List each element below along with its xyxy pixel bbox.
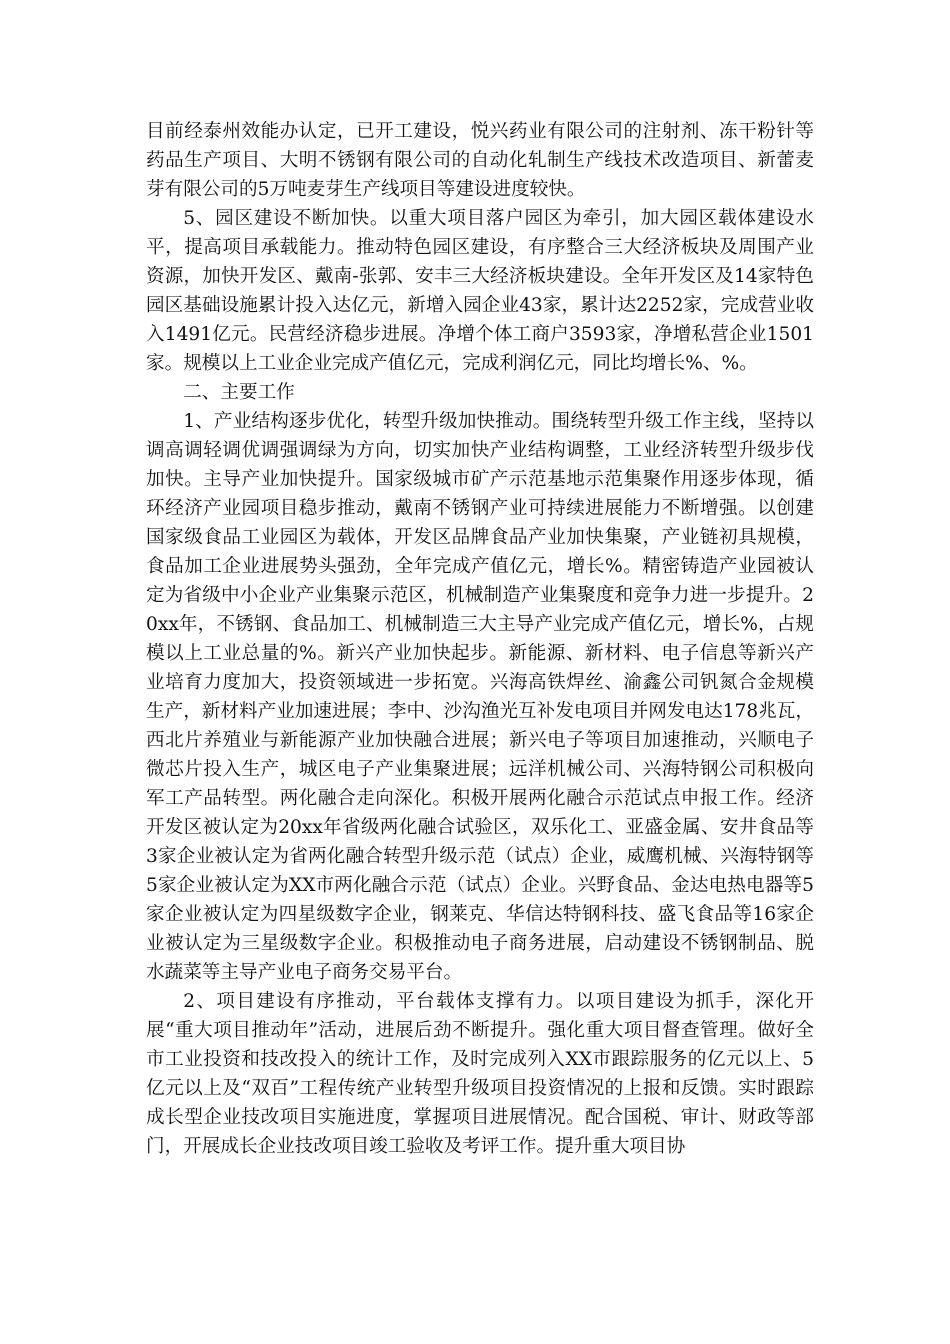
document-page	[146, 117, 814, 1161]
paragraph-project-progress: 目前经泰州效能办认定，已开工建设，悦兴药业有限公司的注射剂、冻干粉针等药品生产项目、大明不锈钢有限公司的自动化轧制生产线技术改造项目、新蕾麦芽有限公司的5万吨麦芽生产线项目等建设进度较快。	[146, 121, 814, 200]
paragraph-industrial-structure: 1、产业结构逐步优化，转型升级加快推动。围绕转型升级工作主线，坚持以调高调轻调优调强调绿为方向，切实加快产业结构调整，工业经济转型升级步伐加快。主导产业加快提升。国家级城市矿产示范基地示范集聚作用逐步体现，循环经济产业园项目稳步推动，戴南不锈钢产业可持续进展能力不断增强。以创建国家级食品工业园区为载体，开发区品牌食品产业加快集聚，产业链初具规模，食品加工企业进展势头强劲，全年完成产值亿元，增长%。精密铸造产业园被认定为省级中小企业产业集聚示范区，机械制造产业集聚度和竞争力进一步提升。20xx年，不锈钢、食品加工、机械制造三大主导产业完成产值亿元，增长%，占规模以上工业总量的%。新兴产业加快起步。新能源、新材料、电子信息等新兴产业培育力度加大，投资领域进一步拓宽。兴海高铁焊丝、渝鑫公司钒氮合金规模生产，新材料产业加速进展；李中、沙沟渔光互补发电项目并网发电达178兆瓦，西北片养殖业与新能源产业加快融合进展；新兴电子等项目加速推动，兴顺电子微芯片投入生产，城区电子产业集聚进展；远洋机械公司、兴海特钢公司积极向军工产品转型。两化融合走向深化。积极开展两化融合示范试点申报工作。经济开发区被认定为20xx年省级两化融合试验区，双乐化工、亚盛金属、安井食品等3家企业被认定为省两化融合转型升级示范（试点）企业，威鹰机械、兴海特钢等5家企业被认定为XX市两化融合示范（试点）企业。兴野食品、金达电热电器等5家企业被认定为四星级数字企业，钢莱克、华信达特钢科技、盛飞食品等16家企业被认定为三星级数字企业。积极推动电子商务进展，启动建设不锈钢制品、脱水蔬菜等主导产业电子商务交易平台。	[146, 411, 814, 983]
section-heading-main-work: 二、主要工作	[183, 382, 295, 403]
paragraph-park-construction: 5、园区建设不断加快。以重大项目落户园区为牵引，加大园区载体建设水平，提高项目承载能力。推动特色园区建设，有序整合三大经济板块及周围产业资源，加快开发区、戴南-张郭、安丰三大经济板块建设。全年开发区及14家特色园区基础设施累计投入达亿元，新增入园企业43家，累计达2252家，完成营业收入1491亿元。民营经济稳步进展。净增个体工商户3593家，净增私营企业1501家。规模以上工业企业完成产值亿元，完成利润亿元，同比均增长%、%。	[146, 208, 814, 374]
paragraph-project-construction: 2、项目建设有序推动，平台载体支撑有力。以项目建设为抓手，深化开展“重大项目推动年”活动，进展后劲不断提升。强化重大项目督查管理。做好全市工业投资和技改投入的统计工作，及时完成列入XX市跟踪服务的亿元以上、5亿元以上及“双百”工程传统产业转型升级项目投资情况的上报和反馈。实时跟踪成长型企业技改项目实施进度，掌握项目进展情况。配合国税、审计、财政等部门，开展成长企业技改项目竣工验收及考评工作。提升重大项目协	[146, 991, 814, 1157]
